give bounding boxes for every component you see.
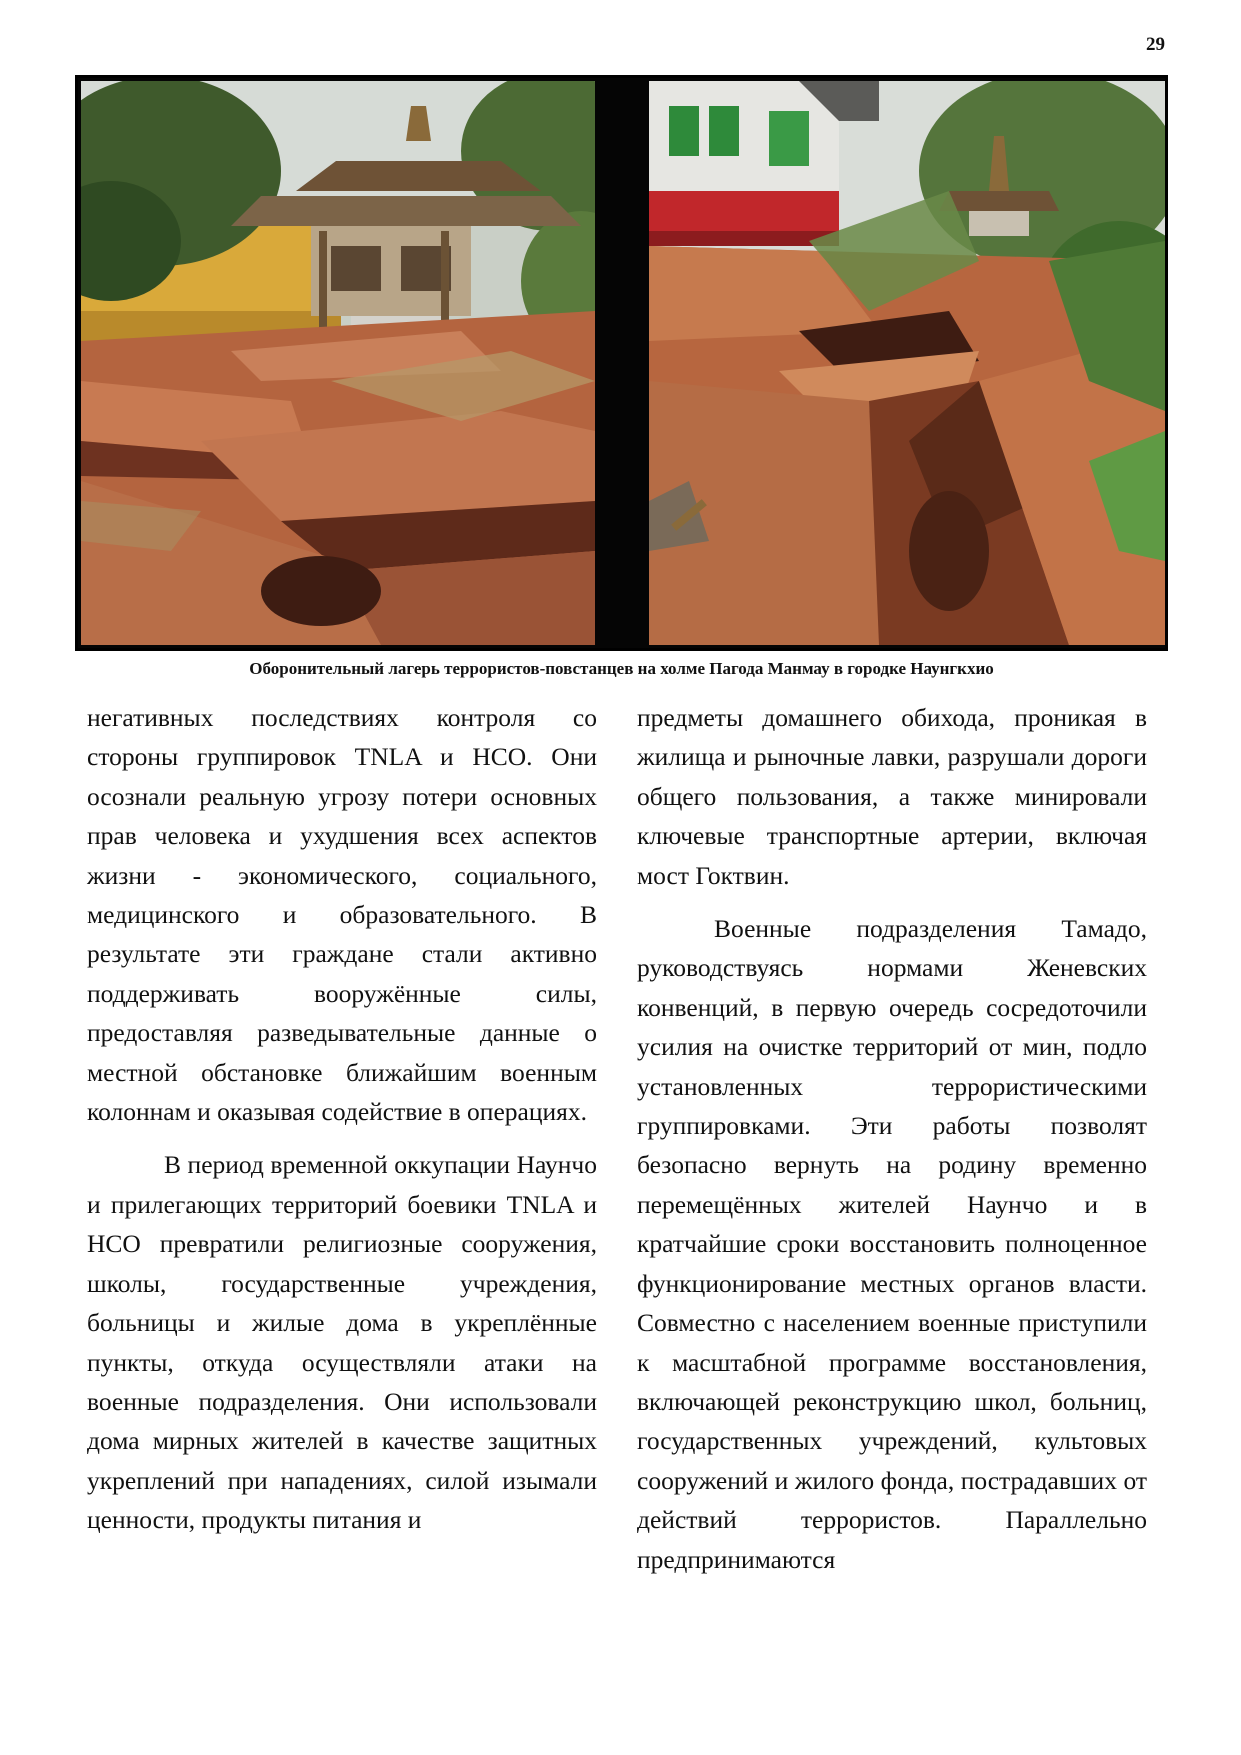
paragraph: Военные подразделения Тамадо, руководствуясь нормами Женевских конвенций, в первую очередь сосредоточили усилия на очистке территорий от мин, подло установленных террористическими группировками. Эти работы позволят безопасно вернуть на родину временно перемещённых жителей Наунчо и в кратчайшие сроки восстановить полноценное функционирование местных органов власти. Совместно с населением военные приступили к масштабной программе восстановления, включающей реконструкцию школ, больниц, государственных учреждений, культовых сооружений и жилого фонда, пострадавших от действий террористов. Параллельно предпринимаются	[637, 914, 1147, 1574]
right-column	[637, 698, 1147, 1593]
figure-caption: Оборонительный лагерь террористов-повстанцев на холме Пагода Манмау в городке Наунгкхио	[249, 659, 994, 678]
paragraph: В период временной оккупации Наунчо и прилегающих территорий боевики TNLA и НСО превратили религиозные сооружения, школы, государственные учреждения, больницы и жилые дома в укреплённые пункты, откуда осуществляли атаки на военные подразделения. Они использовали дома мирных жителей в качестве защитных укреплений при нападениях, силой изымали ценности, продукты питания и	[87, 1150, 597, 1535]
paragraph: негативных последствиях контроля со стороны группировок TNLA и НСО. Они осознали реальную угрозу потери основных прав человека и ухудшения всех аспектов жизни - экономического, социального, медицинского и образовательного. В результате эти граждане стали активно поддерживать вооружённые силы, предоставляя разведывательные данные о местной обстановке ближайшим военным колоннам и оказывая содействие в операциях.	[87, 703, 597, 1127]
trench-near-green-building-photo	[649, 81, 1165, 645]
trenches-near-pagoda-image	[81, 81, 595, 645]
left-column	[87, 698, 597, 1554]
trenches-near-pagoda-photo	[81, 81, 595, 645]
paragraph: предметы домашнего обихода, проникая в жилища и рыночные лавки, разрушали дороги общего пользования, а также минировали ключевые транспортные артерии, включая мост Гоктвин.	[637, 703, 1147, 890]
page-number: 29	[1146, 34, 1165, 55]
photo-frame	[75, 75, 1168, 651]
trench-near-green-building-image	[649, 81, 1165, 645]
